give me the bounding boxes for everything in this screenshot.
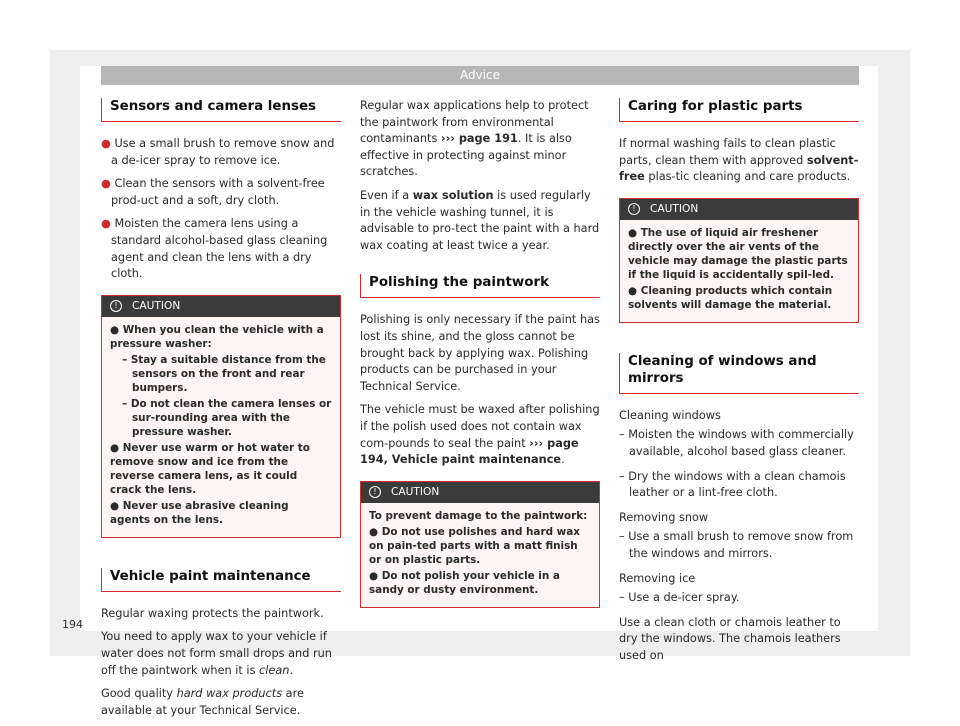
paragraph: If normal washing fails to clean plastic parts, clean them with approved solvent-free plas-tic cleaning and care products.	[619, 137, 859, 184]
heading-paint-maintenance: Vehicle paint maintenance	[101, 568, 341, 592]
info-icon: !	[110, 300, 122, 312]
caution-item: ● Cleaning products which contain solvents will damage the material.	[628, 284, 833, 311]
section-header: Advice	[101, 66, 859, 85]
heading-windows-mirrors: Cleaning of windows and mirrors	[619, 353, 859, 394]
paragraph: Good quality hard wax products are available at your Technical Service.	[101, 687, 304, 717]
bullet-item: ● Use a small brush to remove snow and a de-icer spray to remove ice.	[101, 137, 335, 167]
page-link[interactable]: ››› page 194, Vehicle paint maintenance	[360, 436, 579, 467]
step-item: – Dry the windows with a clean chamois leather or a lint-free cloth.	[619, 469, 846, 500]
caution-title: ! CAUTION	[361, 482, 599, 503]
column-3	[619, 98, 859, 672]
paragraph: Even if a wax solution is used regularly in the vehicle washing tunnel, it is advisable to pro-tect the paint with a hard wax coating at least twice a year.	[360, 188, 600, 252]
subheading: Cleaning windows	[619, 408, 721, 422]
caution-subitem: – Stay a suitable distance from the sensors on the front and rear bumpers.	[122, 353, 326, 394]
heading-polishing: Polishing the paintwork	[360, 274, 600, 298]
caution-box	[619, 198, 859, 323]
caution-box	[360, 481, 600, 608]
caution-box	[101, 295, 341, 538]
caution-item: ● When you clean the vehicle with a pressure washer:	[110, 323, 324, 350]
caution-intro: To prevent damage to the paintwork:	[369, 509, 588, 522]
paragraph: The vehicle must be waxed after polishing if the polish used does not contain wax com-pounds to seal the paint ››› page 194, Vehicle paint maintenance.	[360, 403, 600, 467]
step-item: – Use a small brush to remove snow from the windows and mirrors.	[619, 530, 854, 560]
page-link[interactable]: ››› page 191	[440, 132, 518, 146]
paragraph: Polishing is only necessary if the paint has lost its shine, and the gloss cannot be brought back by applying wax. Polishing products can be purchased in your Technical Service.	[360, 313, 600, 393]
caution-item: ● Never use warm or hot water to remove snow and ice from the reverse camera lens, as it could crack the lens.	[110, 441, 310, 496]
step-item: – Use a de-icer spray.	[619, 591, 740, 605]
caution-item: ● Never use abrasive cleaning agents on the lens.	[110, 499, 289, 526]
caution-subitem: – Do not clean the camera lenses or sur-rounding area with the pressure washer.	[122, 397, 332, 438]
paragraph: Regular wax applications help to protect the paintwork from environmental contaminants ››› page 191. It is also effective in protecting against minor scratches.	[360, 99, 589, 179]
caution-item: ● The use of liquid air freshener directly over the air vents of the vehicle may damage the plastic parts if the liquid is accidentally spil-led.	[628, 226, 848, 281]
page-number: 194	[62, 618, 83, 631]
heading-sensors: Sensors and camera lenses	[101, 98, 341, 122]
caution-title: ! CAUTION	[102, 296, 340, 317]
info-icon: !	[628, 203, 640, 215]
paragraph: You need to apply wax to your vehicle if water does not form small drops and run off the paintwork when it is clean.	[101, 630, 332, 677]
caution-item: ● Do not use polishes and hard wax on pain-ted parts with a matt finish or on plastic parts.	[369, 525, 580, 566]
bullet-item: ● Clean the sensors with a solvent-free prod-uct and a soft, dry cloth.	[101, 177, 325, 207]
bullet-item: ● Moisten the camera lens using a standard alcohol-based glass cleaning agent and clean the lens with a dry cloth.	[101, 217, 328, 281]
subheading: Removing ice	[619, 571, 696, 585]
paragraph: Use a clean cloth or chamois leather to dry the windows. The chamois leathers used on	[619, 615, 841, 662]
subheading: Removing snow	[619, 510, 709, 524]
step-item: – Moisten the windows with commercially available, alcohol based glass cleaner.	[619, 428, 854, 458]
caution-item: ● Do not polish your vehicle in a sandy or dusty environment.	[369, 569, 560, 596]
info-icon: !	[369, 486, 381, 498]
heading-plastic-parts: Caring for plastic parts	[619, 98, 859, 122]
caution-title: ! CAUTION	[620, 199, 858, 220]
paragraph: Regular waxing protects the paintwork.	[101, 606, 324, 620]
column-2	[360, 98, 600, 622]
column-1	[101, 98, 341, 726]
